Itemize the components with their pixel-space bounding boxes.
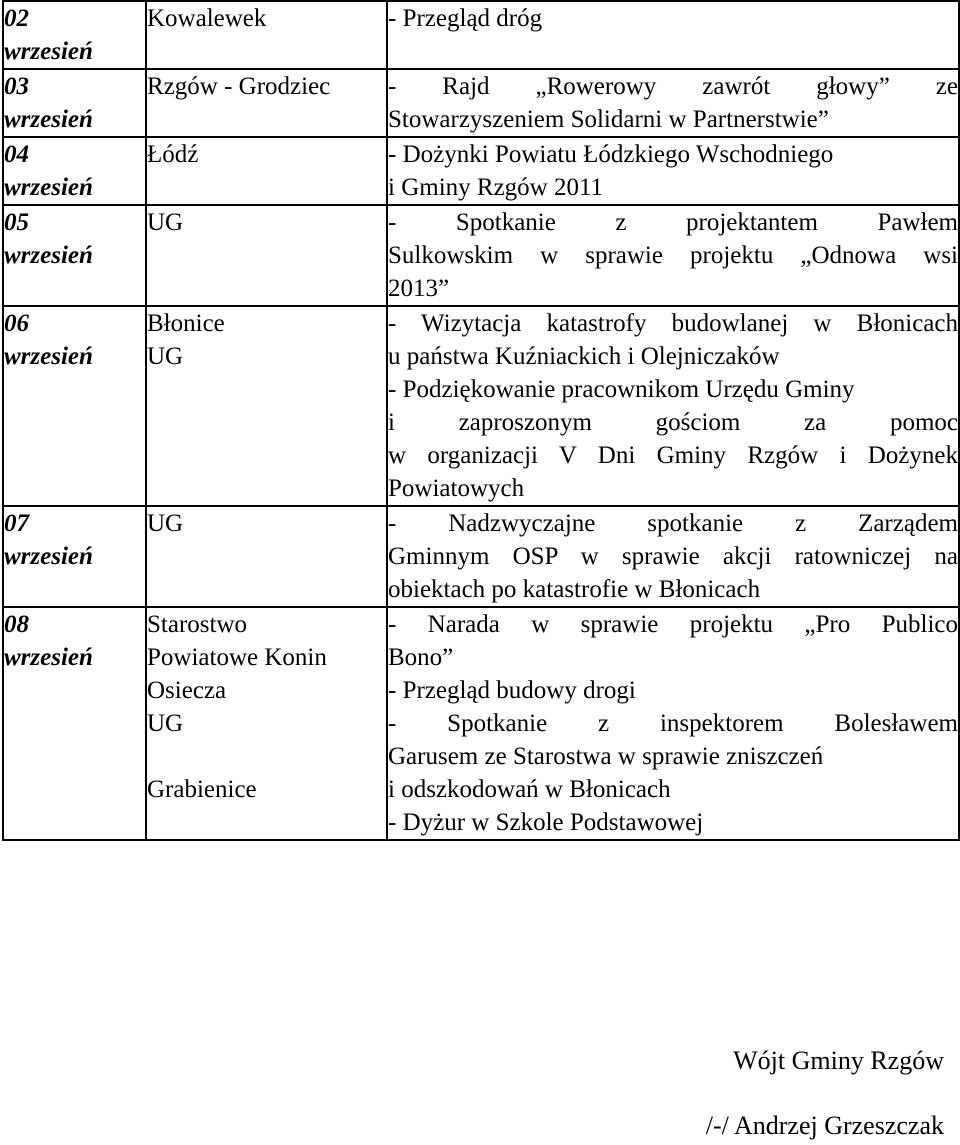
day-number: 05 <box>4 209 29 236</box>
description-line: - Wizytacja katastrofy budowlanej w Błonicach <box>388 310 958 337</box>
date-cell <box>3 506 146 607</box>
table-row <box>3 69 959 137</box>
place-cell <box>146 205 387 306</box>
place-name: Rzgów - Grodziec <box>147 73 331 100</box>
description-line: - Przegląd dróg <box>388 5 543 32</box>
place-cell <box>146 506 387 607</box>
day-number: 02 <box>4 5 29 32</box>
place-cell <box>146 607 387 840</box>
description-line: - Spotkanie z inspektorem Bolesławem <box>388 710 958 737</box>
place-name: Błonice <box>147 310 225 337</box>
date-cell <box>3 69 146 137</box>
table-row <box>3 1 959 69</box>
description-line: Sulkowskim w sprawie projektu „Odnowa wsi <box>388 242 958 269</box>
month-name: wrzesień <box>4 106 93 133</box>
description-line: Stowarzyszeniem Solidarni w Partnerstwie” <box>388 106 829 133</box>
place-name: UG <box>147 343 184 370</box>
description-cell <box>387 506 959 607</box>
day-number: 07 <box>4 510 29 537</box>
place-cell <box>146 137 387 205</box>
description-line: - Spotkanie z projektantem Pawłem <box>388 209 958 236</box>
description-line: 2013” <box>388 275 450 302</box>
description-line: obiektach po katastrofie w Błonicach <box>388 576 761 603</box>
description-line: - Rajd „Rowerowy zawrót głowy” ze <box>388 73 958 100</box>
place-cell <box>146 1 387 69</box>
month-name: wrzesień <box>4 242 93 269</box>
description-cell <box>387 1 959 69</box>
date-cell <box>3 137 146 205</box>
place-name: Starostwo <box>147 611 247 638</box>
table-row <box>3 137 959 205</box>
place-name: Powiatowe Konin <box>147 644 327 671</box>
place-name: Osiecza <box>147 677 227 704</box>
signature-name: /-/ Andrzej Grzeszczak <box>705 1111 944 1140</box>
signature-title: Wójt Gminy Rzgów <box>733 1046 944 1075</box>
place-name: UG <box>147 710 184 737</box>
description-line: - Nadzwyczajne spotkanie z Zarządem <box>388 510 958 537</box>
description-line: - Narada w sprawie projektu „Pro Publico <box>388 611 958 638</box>
date-cell <box>3 205 146 306</box>
place-name: Kowalewek <box>147 5 267 32</box>
day-number: 03 <box>4 73 29 100</box>
description-line: - Przegląd budowy drogi <box>388 677 636 704</box>
description-line: - Dożynki Powiatu Łódzkiego Wschodniego <box>388 141 834 168</box>
description-line: Garusem ze Starostwa w sprawie zniszczeń <box>388 743 824 770</box>
month-name: wrzesień <box>4 543 93 570</box>
description-line: - Dyżur w Szkole Podstawowej <box>388 809 704 836</box>
place-name: Łódź <box>147 141 199 168</box>
description-line: i odszkodowań w Błonicach <box>388 776 671 803</box>
description-line: - Podziękowanie pracownikom Urzędu Gminy <box>388 376 855 403</box>
month-name: wrzesień <box>4 174 93 201</box>
day-number: 08 <box>4 611 29 638</box>
date-cell <box>3 306 146 506</box>
place-cell <box>146 69 387 137</box>
place-cell <box>146 306 387 506</box>
table-row <box>3 306 959 506</box>
description-line: Powiatowych <box>388 475 525 502</box>
place-name: Grabienice <box>147 776 257 803</box>
day-number: 04 <box>4 141 29 168</box>
day-number: 06 <box>4 310 29 337</box>
description-cell <box>387 137 959 205</box>
description-cell <box>387 205 959 306</box>
description-cell <box>387 69 959 137</box>
place-name: UG <box>147 209 184 236</box>
schedule-table <box>2 0 960 841</box>
date-cell <box>3 1 146 69</box>
date-cell <box>3 607 146 840</box>
table-row <box>3 607 959 840</box>
description-line: i Gminy Rzgów 2011 <box>388 174 604 201</box>
description-line: u państwa Kuźniackich i Olejniczaków <box>388 343 780 370</box>
description-cell <box>387 607 959 840</box>
month-name: wrzesień <box>4 343 93 370</box>
table-row <box>3 205 959 306</box>
description-line: i zaproszonym gościom za pomoc <box>388 409 958 436</box>
month-name: wrzesień <box>4 644 93 671</box>
place-name: UG <box>147 510 184 537</box>
description-cell <box>387 306 959 506</box>
description-line: Gminnym OSP w sprawie akcji ratowniczej na <box>388 543 958 570</box>
description-line: w organizacji V Dni Gminy Rzgów i Dożynek <box>388 442 958 469</box>
table-row <box>3 506 959 607</box>
month-name: wrzesień <box>4 38 93 65</box>
description-line: Bono” <box>388 644 454 671</box>
